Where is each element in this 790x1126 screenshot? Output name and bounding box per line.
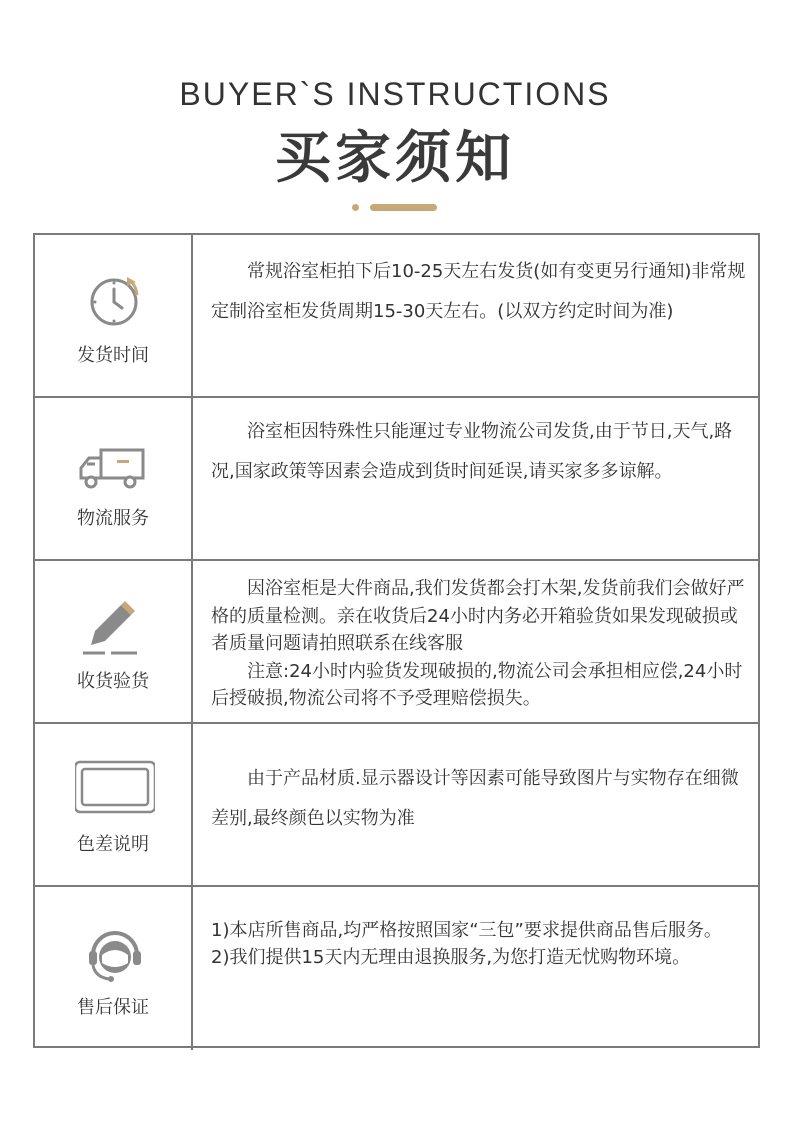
- content-paragraph: 2)我们提供15天内无理由退换服务,为您打造无忧购物环境。: [211, 947, 691, 968]
- content-paragraph: 1)本店所售商品,均严格按照国家“三包”要求提供商品售后服务。: [211, 920, 722, 941]
- row-content: [211, 575, 751, 736]
- row-label: 物流服务: [77, 508, 149, 529]
- row-color-difference: [35, 724, 758, 887]
- label-cell: [35, 398, 193, 559]
- row-shipping-time: [35, 235, 758, 398]
- clock-icon: [75, 267, 155, 337]
- monitor-icon: [75, 756, 155, 826]
- title-english: BUYER`S INSTRUCTIONS: [179, 76, 611, 112]
- row-after-sales: [35, 887, 758, 1050]
- content-paragraph: 注意:24小时内验货发现破损的,物流公司会承担相应偿,24小时后授破损,物流公司将不予受理赔偿损失。: [211, 660, 743, 709]
- row-content: [211, 412, 751, 573]
- title-decoration: [352, 203, 442, 211]
- headset-icon: [75, 919, 155, 989]
- content-paragraph: 浴室柜因特殊性只能運过专业物流公司发货,由于节日,天气,路况,国家政策等因素会造成到货时间延误,请买家多多谅解。: [211, 421, 733, 482]
- title-chinese: 买家须知: [275, 126, 515, 191]
- content-paragraph: 常规浴室柜拍下后10-25天左右发货(如有变更另行通知)非常规定制浴室柜发货周期15-30天左右。(以双方约定时间为准): [211, 261, 746, 322]
- row-label: 发货时间: [77, 345, 149, 366]
- label-cell: [35, 561, 193, 722]
- instructions-table: [33, 233, 760, 1048]
- label-cell: [35, 724, 193, 885]
- row-logistics: [35, 398, 758, 561]
- row-label: 收货验货: [77, 671, 149, 692]
- row-content: [211, 252, 751, 413]
- pencil-icon: [75, 593, 155, 663]
- content-paragraph: 因浴室柜是大件商品,我们发货都会打木架,发货前我们会做好严格的质量检测。亲在收货后24小时内务必开箱验货如果发现破损或者质量问题请拍照联系在线客服: [211, 578, 745, 654]
- decoration-dot: [352, 204, 359, 211]
- content-paragraph: 由于产品材质.显示器设计等因素可能导致图片与实物存在细微差别,最终颜色以实物为准: [211, 768, 739, 829]
- row-content: [211, 917, 751, 1080]
- truck-icon: [75, 430, 155, 500]
- label-cell: [35, 887, 193, 1050]
- label-cell: [35, 235, 193, 396]
- row-label: 色差说明: [77, 834, 149, 855]
- row-inspection: [35, 561, 758, 724]
- decoration-bar: [370, 204, 437, 211]
- row-label: 售后保证: [77, 997, 149, 1018]
